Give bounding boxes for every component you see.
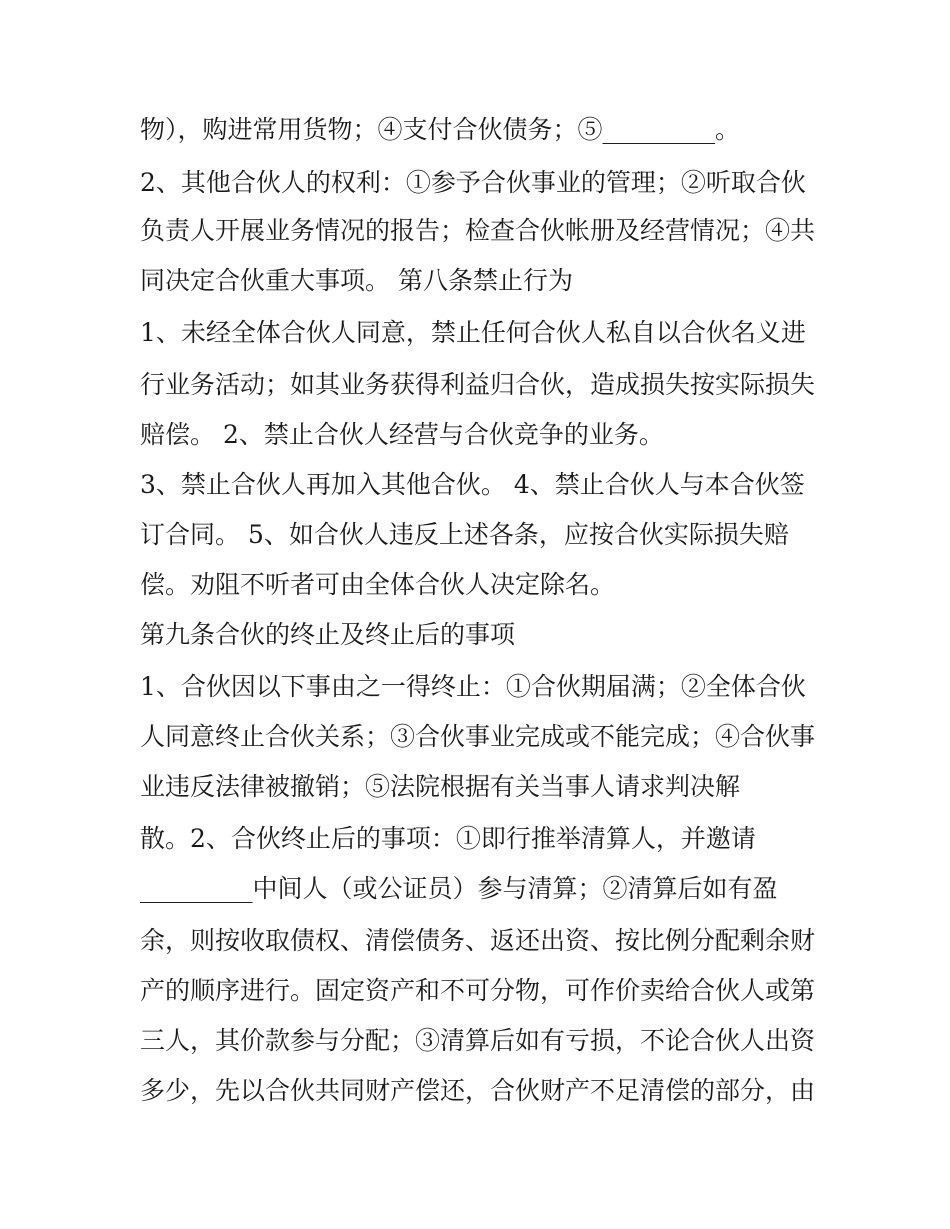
text-line-1: 物），购进常用货物；④支付合伙债务；⑤_________。 <box>140 115 741 144</box>
text-line-13: 人同意终止合伙关系；③合伙事业完成或不能完成；④合伙事 <box>140 722 816 751</box>
text-line-2: 2、其他合伙人的权利：①参予合伙事业的管理；②听取合伙 <box>140 168 806 197</box>
text-line-16: _________中间人（或公证员）参与清算；②清算后如有盈 <box>140 874 778 903</box>
text-line-8: 3、禁止合伙人再加入其他合伙。 4、禁止合伙人与本合伙签 <box>140 470 805 499</box>
text-line-11: 第九条合伙的终止及终止后的事项 <box>140 620 516 649</box>
text-line-9: 订合同。 5、如合伙人违反上述各条，应按合伙实际损失赔 <box>140 520 789 549</box>
text-line-7: 赔偿。 2、禁止合伙人经营与合伙竞争的业务。 <box>140 420 664 449</box>
text-line-15: 散。2、合伙终止后的事项：①即行推举清算人，并邀请 <box>140 824 756 853</box>
text-line-4: 同决定合伙重大事项。 第八条禁止行为 <box>140 266 573 295</box>
text-line-19: 三人，其价款参与分配；③清算后如有亏损，不论合伙人出资 <box>140 1026 816 1055</box>
text-line-10: 偿。劝阻不听者可由全体合伙人决定除名。 <box>140 570 616 599</box>
text-line-5: 1、未经全体合伙人同意，禁止任何合伙人私自以合伙名义进 <box>140 318 806 347</box>
text-line-6: 行业务活动；如其业务获得利益归合伙，造成损失按实际损失 <box>140 370 816 399</box>
text-line-17: 余，则按收取债权、清偿债务、返还出资、按比例分配剩余财 <box>140 926 816 955</box>
text-line-3: 负责人开展业务情况的报告；检查合伙帐册及经营情况；④共 <box>140 216 816 245</box>
text-line-14: 业违反法律被撤销；⑤法院根据有关当事人请求判决解 <box>140 772 741 801</box>
text-line-18: 产的顺序进行。固定资产和不可分物，可作价卖给合伙人或第 <box>140 976 816 1005</box>
text-line-12: 1、合伙因以下事由之一得终止：①合伙期届满；②全体合伙 <box>140 672 806 701</box>
text-line-20: 多少，先以合伙共同财产偿还，合伙财产不足清偿的部分，由 <box>140 1076 816 1105</box>
